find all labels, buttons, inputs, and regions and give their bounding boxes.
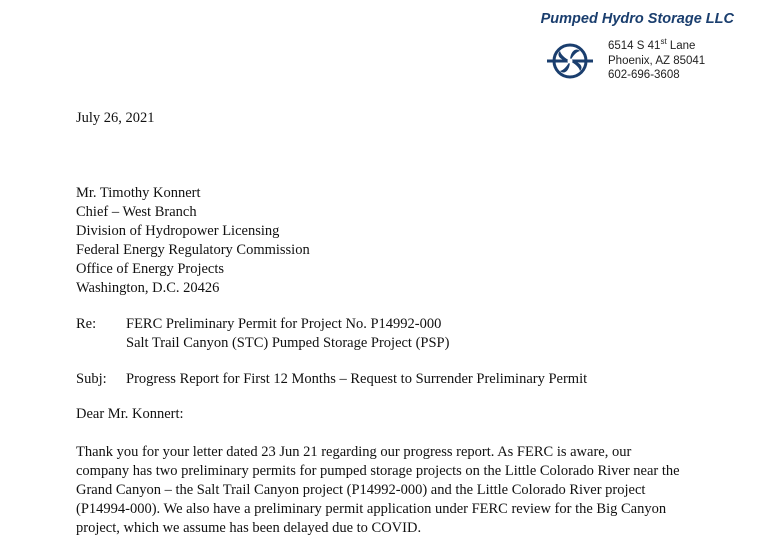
body-line: company has two preliminary permits for pumped storage projects on the Little Colorado River near the [76, 463, 680, 479]
recipient-line: Mr. Timothy Konnert [76, 185, 201, 201]
turbine-logo-icon [546, 39, 594, 83]
recipient-line: Federal Energy Regulatory Commission [76, 242, 310, 258]
company-address [608, 39, 705, 83]
subj-text: Progress Report for First 12 Months – Request to Surrender Preliminary Permit [126, 371, 588, 387]
salutation: Dear Mr. Konnert: [76, 406, 184, 422]
body-line: Grand Canyon – the Salt Trail Canyon project (P14992-000) and the Little Colorado River project [76, 482, 646, 498]
recipient-line: Division of Hydropower Licensing [76, 223, 280, 239]
address-street: 6514 S 41st Lane [608, 37, 696, 52]
re-label: Re: [76, 316, 97, 332]
recipient-line: Office of Energy Projects [76, 261, 225, 277]
recipient-block [76, 184, 310, 298]
address-city: Phoenix, AZ 85041 [608, 54, 706, 67]
body-paragraph [76, 443, 756, 538]
letter-date: July 26, 2021 [76, 110, 155, 126]
re-line: Salt Trail Canyon (STC) Pumped Storage Project (PSP) [126, 335, 450, 351]
re-line: FERC Preliminary Permit for Project No. P14992-000 [126, 316, 442, 332]
recipient-line: Chief – West Branch [76, 204, 197, 220]
body-line: (P14994-000). We also have a preliminary permit application under FERC review for the Big Canyon [76, 501, 667, 517]
re-text [126, 315, 449, 353]
recipient-line: Washington, D.C. 20426 [76, 280, 220, 296]
subj-label: Subj: [76, 371, 107, 387]
address-phone: 602-696-3608 [608, 69, 680, 81]
body-line: Thank you for your letter dated 23 Jun 21 regarding our progress report. As FERC is aware, our [76, 444, 632, 460]
company-name: Pumped Hydro Storage LLC [540, 11, 734, 27]
body-line: project, which we assume has been delayed due to COVID. [76, 520, 422, 536]
